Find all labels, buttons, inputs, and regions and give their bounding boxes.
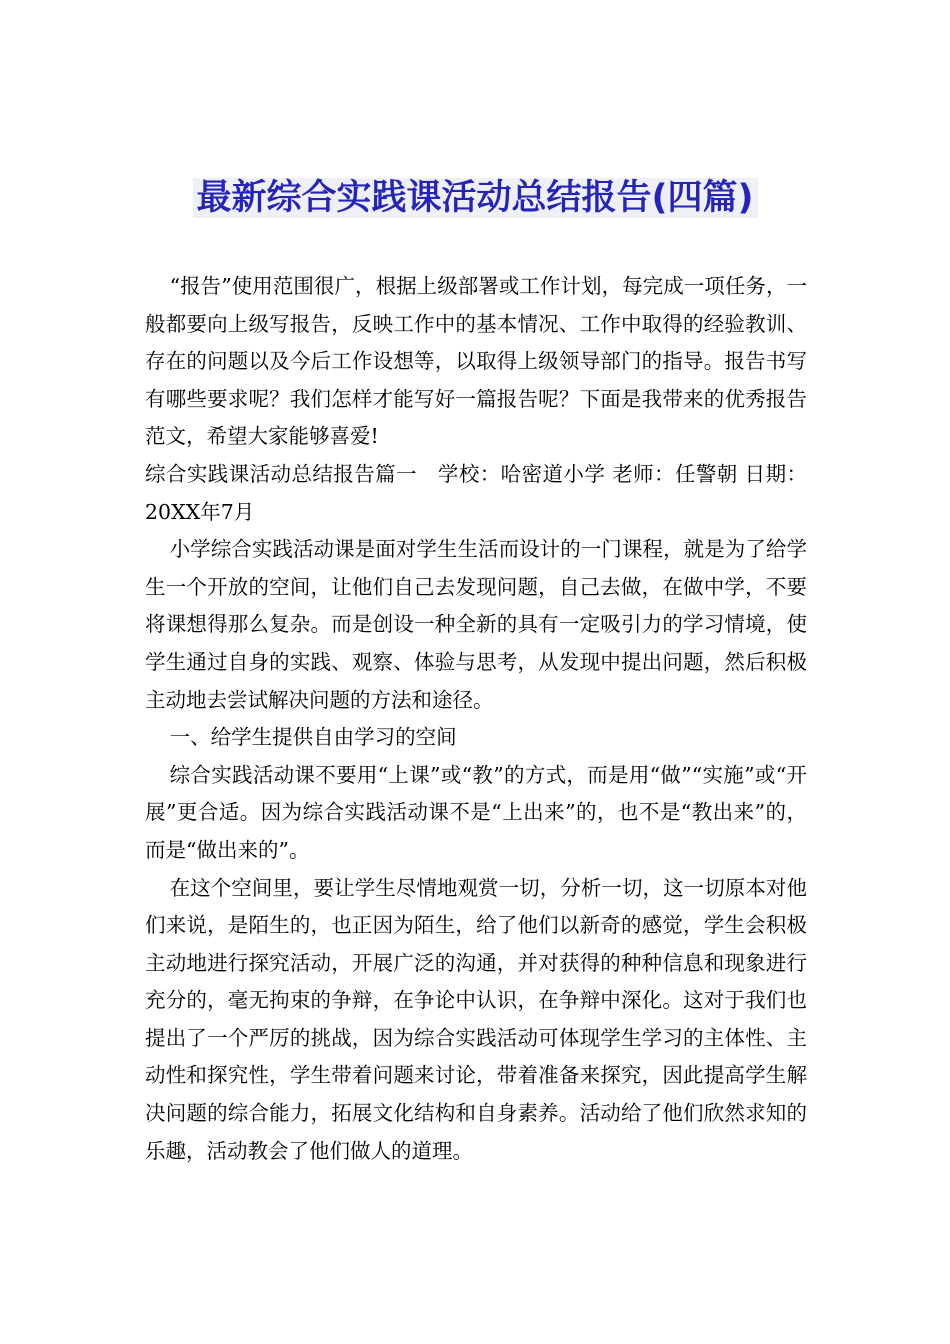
document-title-text: 最新综合实践课活动总结报告(四篇): [193, 178, 758, 218]
paragraph-intro: “报告”使用范围很广，根据上级部署或工作计划，每完成一项任务，一般都要向上级写报告，反映工作中的基本情况、工作中取得的经验教训、存在的问题以及今后工作设想等，以取得上级领导部门的指导。报告书写有哪些要求呢？我们怎样才能写好一篇报告呢？下面是我带来的优秀报告范文，希望大家能够喜爱!: [145, 274, 807, 449]
paragraph-course-description: 小学综合实践活动课是面对学生生活而设计的一门课程，就是为了给学生一个开放的空间，让他们自己去发现问题，自己去做，在做中学，不要将课想得那么复杂。而是创设一种全新的具有一定吸引力的学习情境，使学生通过自身的实践、观察、体验与思考，从发现中提出问题，然后积极主动地去尝试解决问题的方法和途径。: [145, 537, 807, 712]
paragraph-learning-space: 在这个空间里，要让学生尽情地观赏一切，分析一切，这一切原本对他们来说，是陌生的，也正因为陌生，给了他们以新奇的感觉，学生会积极主动地进行探究活动，开展广泛的沟通，并对获得的种种信息和现象进行充分的，毫无拘束的争辩，在争论中认识，在争辩中深化。这对于我们也提出了一个严厉的挑战，因为综合实践活动可体现学生学习的主体性、主动性和探究性，学生带着问题来讨论，带着准备来探究，因此提高学生解决问题的综合能力，拓展文化结构和自身素养。活动给了他们欣然求知的乐趣，活动教会了他们做人的道理。: [145, 875, 807, 1163]
document-body: [145, 268, 807, 1170]
section-heading-one: 一、给学生提供自由学习的空间: [169, 725, 457, 750]
paragraph-teaching-method: 综合实践活动课不要用“上课”或“教”的方式，而是用“做”“实施”或“开展”更合适。因为综合实践活动课不是“上出来”的，也不是“教出来”的，而是“做出来的”。: [145, 762, 807, 862]
paragraph-report-info: 综合实践课活动总结报告篇一 学校：哈密道小学 老师：任警朝 日期：20XX年7月: [145, 461, 807, 524]
document-title: [0, 172, 950, 224]
